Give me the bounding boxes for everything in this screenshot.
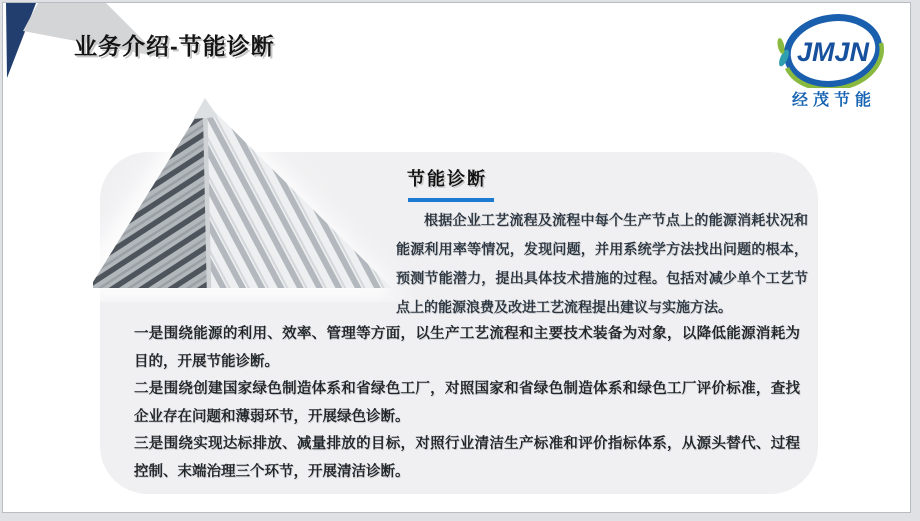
diagnosis-point-3: 三是围绕实现达标排放、减量排放的目标，对照行业清洁生产标准和评价指标体系，从源头替代、过程控制、末端治理三个环节，开展清洁诊断。 (134, 436, 800, 480)
diagnosis-point-2: 二是围绕创建国家绿色制造体系和省绿色工厂，对照国家和省绿色制造体系和绿色工厂评价标准，查找企业存在问题和薄弱环节，开展绿色诊断。 (134, 381, 800, 425)
building-left-face (93, 102, 210, 288)
page-title: 业务介绍-节能诊断 (74, 33, 275, 59)
heading-underline (408, 198, 494, 202)
card-heading: 节能诊断 (407, 169, 487, 189)
logo-mark-icon (776, 11, 883, 88)
company-logo (770, 8, 898, 88)
building-photo (58, 92, 428, 302)
logo-text: JMJN (796, 37, 870, 67)
logo-caption: 经茂节能 (791, 92, 876, 109)
diagnosis-points (134, 321, 800, 486)
building-illustration (64, 92, 402, 298)
card-intro-text: 根据企业工艺流程及流程中每个生产节点上的能源消耗状况和能源利用率等情况，发现问题，并用系统学方法找出问题的根本，预测节能潜力，提出具体技术措施的过程。包括对减少单个工艺节点上的能源浪费及改进工艺流程提出建议与实施方法。 (396, 212, 808, 315)
corner-navy-triangle (6, 3, 36, 78)
diagnosis-point-1: 一是围绕能源的利用、效率、管理等方面，以生产工艺流程和主要技术装备为对象，以降低能源消耗为目的，开展节能诊断。 (134, 326, 800, 370)
